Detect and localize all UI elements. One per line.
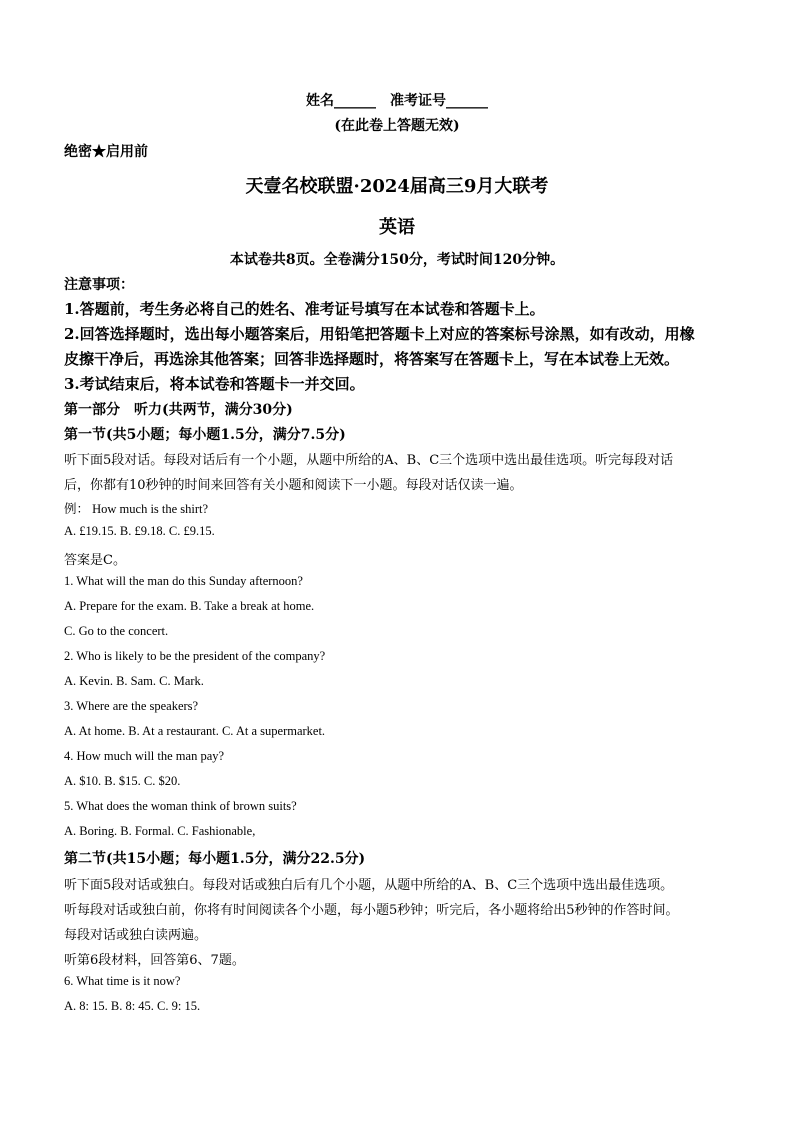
question-2-options: A. Kevin. B. Sam. C. Mark. — [64, 674, 204, 688]
exam-info: 本试卷共8页。全卷满分150分，考试时间120分钟。 — [229, 252, 565, 268]
question-4: 4. How much will the man pay? — [64, 749, 225, 763]
question-2: 2. Who is likely to be the president of the company? — [64, 649, 326, 663]
example-question: 例： How much is the shirt? — [64, 502, 209, 516]
instruction-item-2-line-2: 皮擦干净后，再选涂其他答案；回答非选择题时，将答案写在答题卡上，写在本试卷上无效。 — [64, 350, 680, 368]
name-id-line: 姓名______ 准考证号______ — [306, 93, 488, 109]
confidential-label: 绝密★启用前 — [64, 144, 148, 160]
question-6: 6. What time is it now? — [64, 974, 181, 988]
subject-title: 英语 — [379, 217, 415, 238]
section2-desc-line-3: 每段对话或独白读两遍。 — [64, 928, 208, 943]
instruction-item-1: 1.答题前，考生务必将自己的姓名、准考证号填写在本试卷和答题卡上。 — [64, 300, 545, 318]
section1-desc-line-2: 后，你都有10秒钟的时间来回答有关小题和阅读下一小题。每段对话仅读一遍。 — [64, 478, 523, 493]
section1-heading: 第一节(共5小题；每小题1.5分，满分7.5分) — [64, 427, 346, 443]
question-4-options: A. $10. B. $15. C. $20. — [64, 774, 181, 788]
question-1-option-c: C. Go to the concert. — [64, 624, 169, 638]
example-options: A. £19.15. B. £9.18. C. £9.15. — [64, 524, 215, 538]
section2-desc-line-1: 听下面5段对话或独白。每段对话或独白后有几个小题，从题中所给的A、B、C三个选项中选出最佳选项。 — [64, 878, 674, 893]
answer-invalid-notice: (在此卷上答题无效) — [334, 118, 460, 134]
question-1: 1. What will the man do this Sunday afternoon? — [64, 574, 303, 588]
question-1-options-ab: A. Prepare for the exam. B. Take a break at home. — [64, 599, 315, 613]
instructions-heading: 注意事项： — [64, 277, 134, 293]
question-3: 3. Where are the speakers? — [64, 699, 199, 713]
section1-desc-line-1: 听下面5段对话。每段对话后有一个小题，从题中所给的A、B、C三个选项中选出最佳选项。听完每段对话 — [64, 453, 674, 468]
material-6-label: 听第6段材料，回答第6、7题。 — [64, 953, 245, 968]
question-3-options: A. At home. B. At a restaurant. C. At a supermarket. — [64, 724, 326, 738]
example-answer: 答案是C。 — [64, 553, 126, 568]
exam-title: 天壹名校联盟·2024届高三9月大联考 — [245, 176, 549, 197]
section2-heading: 第二节(共15小题；每小题1.5分，满分22.5分) — [64, 851, 366, 867]
part1-heading: 第一部分 听力(共两节，满分30分) — [64, 402, 293, 418]
instruction-item-2-line-1: 2.回答选择题时，选出每小题答案后，用铅笔把答题卡上对应的答案标号涂黑，如有改动，用橡 — [64, 325, 695, 343]
question-5-options: A. Boring. B. Formal. C. Fashionable, — [64, 824, 256, 838]
section2-desc-line-2: 听每段对话或独白前，你将有时间阅读各个小题，每小题5秒钟；听完后，各小题将给出5秒钟的作答时间。 — [64, 903, 679, 918]
question-6-options: A. 8: 15. B. 8: 45. C. 9: 15. — [64, 999, 201, 1013]
instruction-item-3: 3.考试结束后，将本试卷和答题卡一并交回。 — [64, 375, 365, 393]
question-5: 5. What does the woman think of brown suits? — [64, 799, 297, 813]
